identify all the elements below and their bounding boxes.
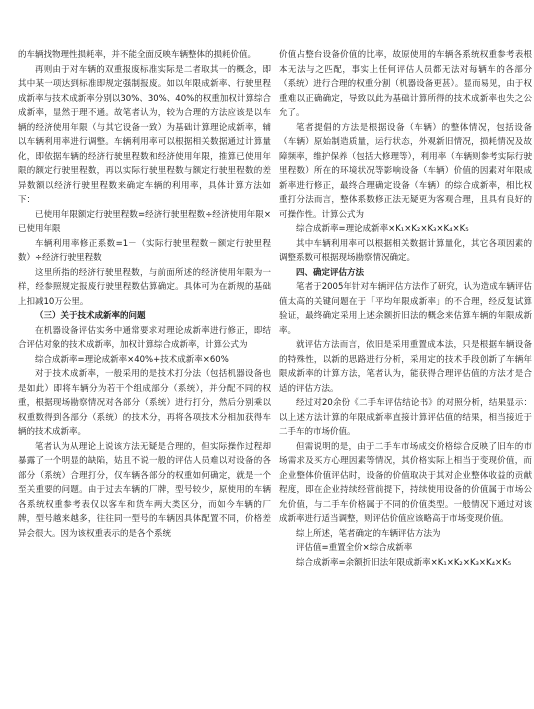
right-para-6: 经过对20余份《二手车评估结论书》的对照分析，结果显示：以上述方法计算的年限成新率直接计算评估值的结果，相当接近于二手车的市场价值。	[279, 398, 532, 437]
formula-valuation: 评估值=重置全价×综合成新率	[296, 543, 413, 553]
left-para-6: 笔者认为从理论上说该方法无疑是合理的，但实际操作过程却暴露了一个明显的缺陷，姑且不说一般的评估人员难以对设备的各部分（系统）合理打分，仅车辆各部分的权重如何确定，就是一个至关重要的问题。由于过去车辆的厂牌，型号较少，原使用的车辆各系统权重参考表仅以客车和货车两大类区分，而如今车辆的厂牌，型号越来越多，往往同一型号的车辆因具体配置不同，价格差异会很大。因为该权重表示的是各个系统	[18, 441, 271, 539]
left-para-2: 再则由于对车辆的双重报废标准实际是二者取其一的概念，即其中某一项达到标准即规定强制报废。如以年限成新率、行驶里程成新率与技术成新率分别以30%、30%、40%的权重加权计算综合成新率，显然于理不通。故笔者认为，较为合理的方法应该是以车辆的经济使用年限（与其它设备一致）为基础计算理论成新率，辅以车辆利用率进行调整。车辆利用率可以根据相关数据通过计算量化，即依据车辆的经济行驶里程数和经济使用年限，推算已使用年限的额定行驶里程数，再以实际行驶里程数与额定行驶里程数的差异数额以经济行驶里程数来确定车辆的利用率，具体计算方法如下：	[18, 64, 271, 205]
formula-composite-3: 综合成新率=余额折旧法年限成新率×K₁×K₂×K₃×K₄×K₅	[296, 557, 512, 568]
left-para-3: 这里所指的经济行驶里程数，与前面所述的经济使用年限为一样，经参照规定报废行驶里程数估算确定。具体可为在新规的基础上扣减10万公里。	[18, 267, 271, 307]
left-para-4: 在机器设备评估实务中通常要求对理论成新率进行修正，即结合评估对象的技术成新率，加权计算综合成新率，计算公式为	[18, 325, 271, 350]
formula-composite-1: 综合成新率=理论成新率×40%+技术成新率×60%	[35, 354, 229, 365]
left-column	[18, 48, 271, 701]
right-para-1: 价值占整台设备价值的比率，故原使用的车辆各系统权重参考表根本无法与之匹配，事实上任何评估人员都无法对每辆车的各部分（系统）进行合理的权重分割（机器设备更甚）。显而易见，由于权重难以正确确定，导致以此为基础计算所得的技术成新率也失之公允了。	[279, 50, 532, 118]
heading-technical-rate: （三）关于技术成新率的问题	[35, 311, 146, 321]
left-para-5: 对于技术成新率，一般采用的是技术打分法（包括机器设备也是如此）即将车辆分为若干个组成部分（系统），并分配不同的权重，根据现场勘察情况对各部分（系统）进行打分，然后分别乘以权重数得到各部分（系统）的技术分，再将各项技术分相加获得车辆的技术成新率。	[18, 369, 271, 437]
formula-utilization: 车辆利用率修正系数=1－（实际行驶里程数－额定行驶里程数）÷经济行驶里程数	[18, 238, 271, 263]
formula-composite-2: 综合成新率=理论成新率×K₁×K₂×K₃×K₄×K₅	[296, 224, 469, 234]
right-para-7: 但需说明的是，由于二手车市场成交价格综合反映了旧车的市场需求及买方心理因素等情况，其价格实际上相当于变现价值，而企业整体价值评估时，设备的价值取决于其对企业整体收益的贡献程度，即在企业持续经营前提下，持续使用设备的价值属于市场公允价值，与二手车价格属于不同的价值类型。一般情况下通过对该成新率进行适当调整，则评估价值应该略高于市场变现价值。	[279, 441, 532, 524]
right-para-3: 其中车辆利用率可以根据相关数据计算量化，其它各项因素的调整系数可根据现场勘察情况确定。	[279, 238, 532, 263]
heading-section-4: 四、确定评估方法	[296, 267, 365, 278]
right-column	[279, 48, 532, 701]
right-para-4: 笔者于2005年针对车辆评估方法作了研究，认为造成车辆评估值太高的关键问题在于「平均年限成新率」的不合理，经反复试算验证，最终确定采用上述余额折旧法的概念来估算车辆的年限成新率。	[279, 282, 532, 336]
formula-rated-mileage: 已使用年限额定行驶里程数=经济行驶里程数÷经济使用年限×已使用年限	[18, 209, 271, 234]
left-para-1: 的车辆找物理性损耗率，并不能全面反映车辆整体的损耗价值。	[18, 50, 257, 60]
right-para-5: 就评估方法而言，依旧是采用重置成本法，只是根据车辆设备的特殊性，以新的思路进行分析，采用定的技术手段创新了车辆年限成新率的计算方法，笔者认为，能获得合理评估值的方法才是合适的评估方法。	[279, 340, 532, 394]
right-para-2: 笔者提倡的方法是根据设备（车辆）的整体情况，包括设备（车辆）原始制造质量，运行状态，外观新旧情况，损耗情况及故障频率，维护保养（包括大修理等），利用率（车辆则参考实际行驶里程数）所在的环境状况等影响设备（车辆）价值的因素对年限成新率进行修正，最终合理确定设备（车辆）的综合成新率，相比权重打分法而言，整体系数修正法无疑更为客观合理，且具有良好的可操作性。计算公式为	[279, 122, 532, 220]
right-para-8: 综上所述，笔者确定的车辆评估方法为	[296, 528, 441, 539]
